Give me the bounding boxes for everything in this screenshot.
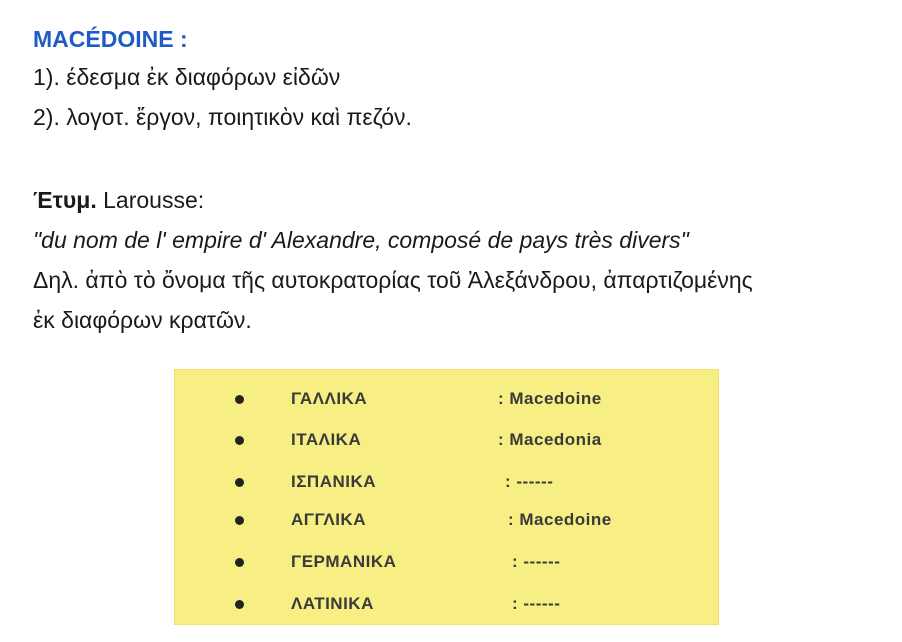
- language-name: ΑΓΓΛΙΚΑ: [291, 510, 366, 529]
- etymology-explanation-2: ἐκ διαφόρων κρατῶν.: [33, 307, 252, 333]
- etymology-line: [33, 185, 204, 215]
- language-value: : ------: [512, 594, 561, 613]
- language-value: : Macedoine: [508, 510, 612, 529]
- language-row: [175, 548, 718, 578]
- etymology-explanation-1: Δηλ. ἀπὸ τὸ ὄνομα τῆς αυτοκρατορίας τοῦ Ἀλεξάνδρου, ἀπαρτιζομένης: [33, 267, 753, 293]
- language-row: [175, 468, 718, 498]
- bullet-icon: [235, 558, 244, 567]
- languages-box: [174, 369, 719, 625]
- bullet-icon: [235, 436, 244, 445]
- language-row: [175, 426, 718, 456]
- language-value: : ------: [512, 552, 561, 571]
- definition-1: 1). έδεσμα ἐκ διαφόρων εἰδῶν: [33, 64, 341, 90]
- etymology-label: Έτυμ.: [33, 187, 97, 213]
- bullet-icon: [235, 516, 244, 525]
- language-value: : Macedonia: [498, 430, 602, 449]
- language-name: ΙΣΠΑΝΙΚΑ: [291, 472, 377, 491]
- language-value: : ------: [505, 472, 554, 491]
- bullet-icon: [235, 478, 244, 487]
- etymology-source: Larousse:: [96, 187, 205, 213]
- bullet-icon: [235, 600, 244, 609]
- language-row: [175, 506, 718, 536]
- definition-2: 2). λογοτ. ἔργον, ποιητικὸν καὶ πεζόν.: [33, 104, 412, 130]
- language-name: ΙΤΑΛΙΚΑ: [291, 430, 362, 449]
- language-row: [175, 590, 718, 620]
- bullet-icon: [235, 395, 244, 404]
- language-row: [175, 385, 718, 415]
- entry-heading: MACÉDOINE :: [33, 26, 188, 52]
- language-name: ΛΑΤΙΝΙΚΑ: [291, 594, 374, 613]
- language-name: ΓΑΛΛΙΚΑ: [291, 389, 368, 408]
- etymology-quote: "du nom de l' empire d' Alexandre, composé de pays très divers": [33, 227, 689, 253]
- language-name: ΓΕΡΜΑΝΙΚΑ: [291, 552, 397, 571]
- language-value: : Macedoine: [498, 389, 602, 408]
